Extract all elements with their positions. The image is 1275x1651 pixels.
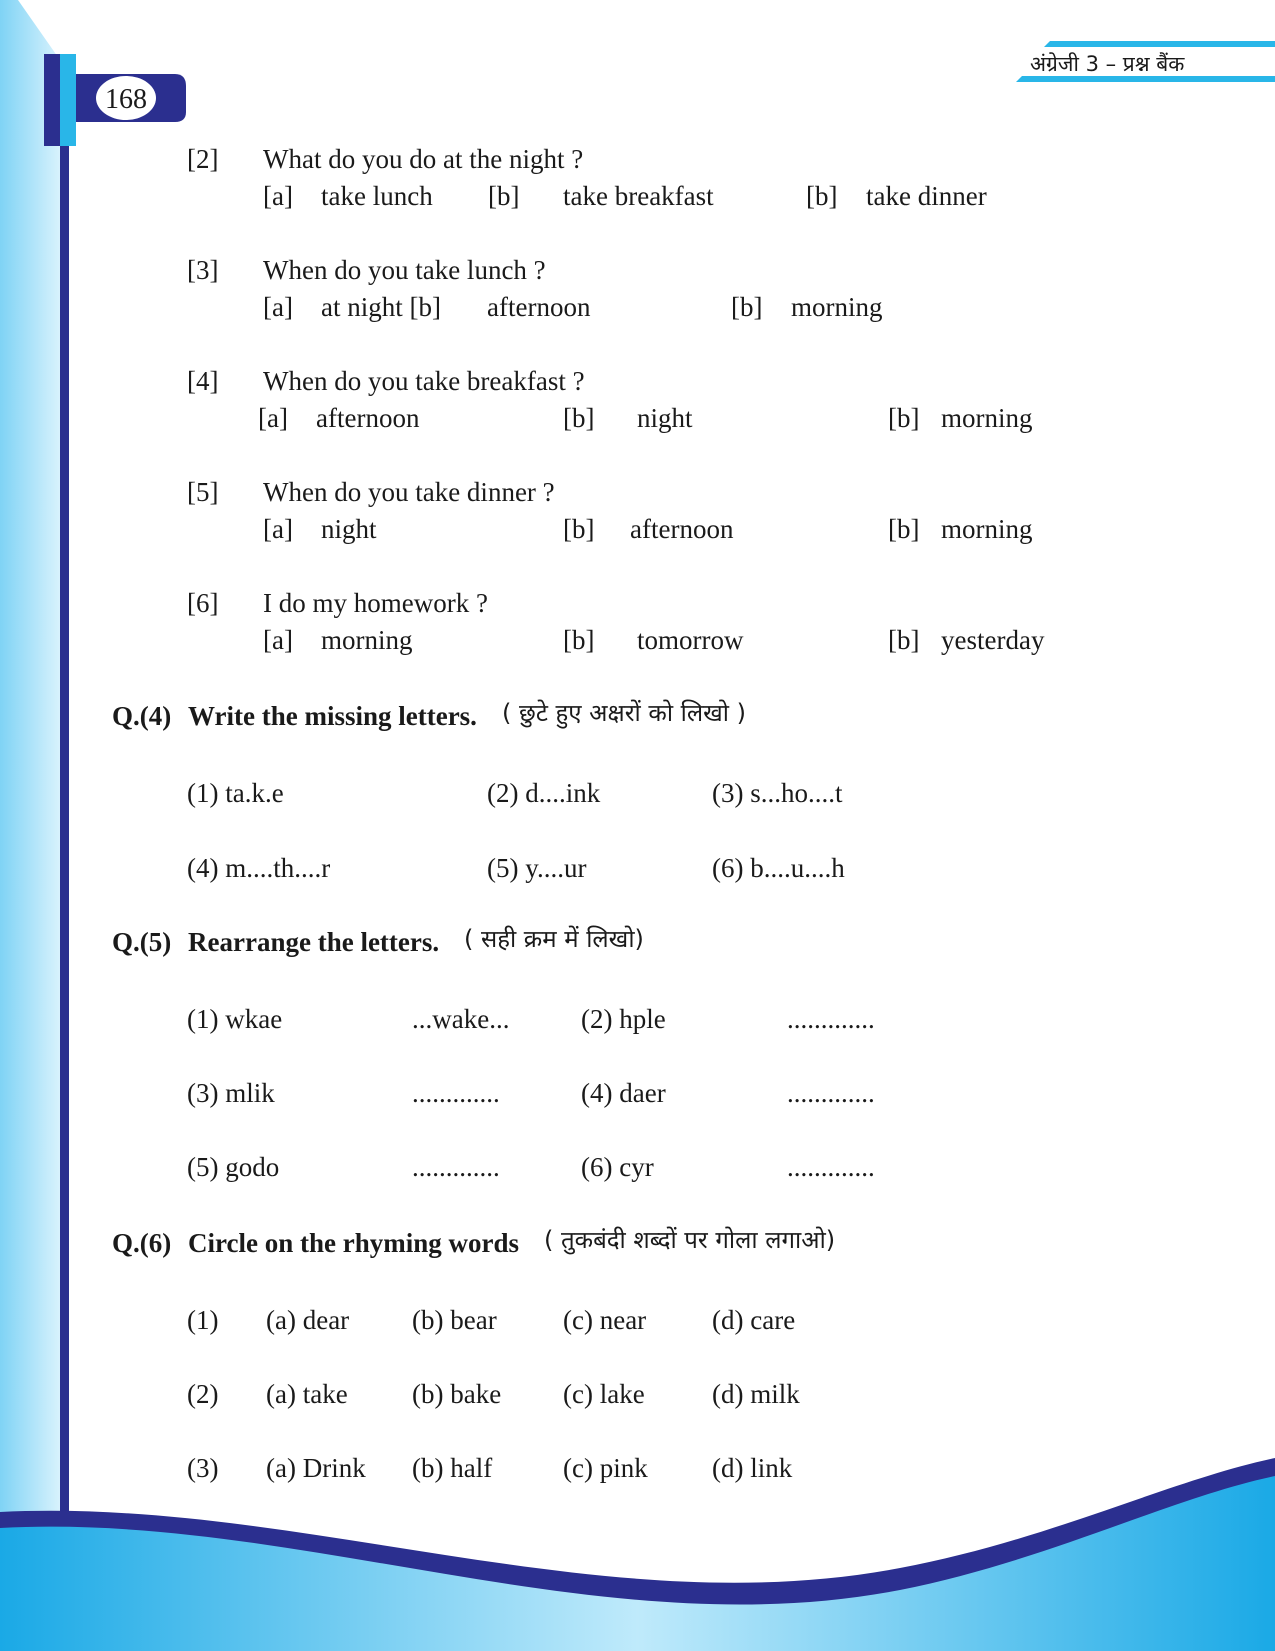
- rhyme-option: (b) bake: [412, 1379, 502, 1409]
- scrambled-word: (1) wkae: [187, 1004, 283, 1034]
- option-tag: [b]: [888, 514, 920, 544]
- option-tag: [b]: [806, 181, 838, 211]
- option-text: at night [b]: [321, 292, 441, 322]
- bottom-wave: [0, 1470, 1275, 1651]
- option-text: yesterday: [941, 625, 1045, 655]
- scrambled-word: (5) godo: [187, 1152, 280, 1182]
- option-text: morning: [321, 625, 413, 655]
- section-hindi-title: ( सही क्रम में लिखो): [464, 925, 644, 953]
- missing-letters-item: (4) m....th....r: [187, 853, 331, 883]
- scrambled-word: (3) mlik: [187, 1078, 275, 1108]
- option-text: afternoon: [487, 292, 591, 322]
- option-tag: [b]: [488, 181, 520, 211]
- option-tag: [a]: [263, 292, 293, 322]
- option-text: take dinner: [866, 181, 987, 211]
- option-text: night: [321, 514, 377, 544]
- section-title: Write the missing letters.: [188, 701, 477, 731]
- option-text: morning: [941, 514, 1033, 544]
- missing-letters-item: (6) b....u....h: [712, 853, 845, 883]
- option-tag: [b]: [888, 403, 920, 433]
- rhyme-option: (b) bear: [412, 1305, 497, 1335]
- question-number: [5]: [187, 477, 219, 507]
- scrambled-word: (4) daer: [581, 1078, 666, 1108]
- book-title: अंग्रेजी 3 – प्रश्न बैंक: [1030, 52, 1185, 76]
- page-number: 168: [105, 84, 147, 115]
- option-text: night: [637, 403, 693, 433]
- row-number: (2): [187, 1379, 219, 1409]
- left-band: [0, 0, 60, 1651]
- option-tag: [b]: [731, 292, 763, 322]
- section-title: Circle on the rhyming words: [188, 1228, 519, 1258]
- question-number: [6]: [187, 588, 219, 618]
- section-hindi-title: ( तुकबंदी शब्दों पर गोला लगाओ): [544, 1226, 836, 1254]
- rhyme-option: (d) care: [712, 1305, 796, 1335]
- answer-blank: .............: [787, 1004, 875, 1034]
- answer-blank: .............: [412, 1152, 500, 1182]
- row-number: (3): [187, 1453, 219, 1483]
- section-number: Q.(5): [112, 927, 172, 957]
- missing-letters-item: (3) s...ho....t: [712, 778, 843, 808]
- answer-blank: .............: [412, 1078, 500, 1108]
- question-number: [4]: [187, 366, 219, 396]
- rhyme-option: (d) milk: [712, 1379, 800, 1409]
- rhyme-option: (a) take: [266, 1379, 348, 1409]
- rhyme-option: (c) lake: [563, 1379, 645, 1409]
- option-tag: [a]: [263, 625, 293, 655]
- option-text: afternoon: [316, 403, 420, 433]
- rhyme-option: (c) near: [563, 1305, 647, 1335]
- answer-blank: ...wake...: [412, 1004, 510, 1034]
- missing-letters-item: (5) y....ur: [487, 853, 587, 883]
- section-title: Rearrange the letters.: [188, 927, 440, 957]
- option-tag: [a]: [263, 181, 293, 211]
- section-number: Q.(4): [112, 701, 172, 731]
- rhyme-option: (d) link: [712, 1453, 793, 1483]
- option-text: morning: [791, 292, 883, 322]
- option-text: afternoon: [630, 514, 734, 544]
- option-tag: [b]: [563, 403, 595, 433]
- missing-letters-item: (2) d....ink: [487, 778, 601, 808]
- question-text: When do you take breakfast ?: [263, 366, 585, 396]
- section-number: Q.(6): [112, 1228, 172, 1258]
- rhyme-option: (a) dear: [266, 1305, 350, 1335]
- question-text: What do you do at the night ?: [263, 144, 584, 174]
- answer-blank: .............: [787, 1152, 875, 1182]
- option-tag: [b]: [563, 514, 595, 544]
- section-hindi-title: ( छुटे हुए अक्षरों को लिखो ): [502, 699, 746, 727]
- answer-blank: .............: [787, 1078, 875, 1108]
- option-text: take lunch: [321, 181, 433, 211]
- scrambled-word: (2) hple: [581, 1004, 666, 1034]
- option-text: take breakfast: [563, 181, 714, 211]
- option-tag: [b]: [563, 625, 595, 655]
- question-number: [3]: [187, 255, 219, 285]
- rhyme-option: (c) pink: [563, 1453, 648, 1483]
- option-tag: [b]: [888, 625, 920, 655]
- question-text: When do you take lunch ?: [263, 255, 546, 285]
- option-text: morning: [941, 403, 1033, 433]
- question-number: [2]: [187, 144, 219, 174]
- question-text: I do my homework ?: [263, 588, 488, 618]
- rhyme-option: (a) Drink: [266, 1453, 366, 1483]
- option-tag: [a]: [263, 514, 293, 544]
- question-text: When do you take dinner ?: [263, 477, 555, 507]
- scrambled-word: (6) cyr: [581, 1152, 654, 1182]
- option-tag: [a]: [258, 403, 288, 433]
- rhyme-option: (b) half: [412, 1453, 493, 1483]
- missing-letters-item: (1) ta.k.e: [187, 778, 284, 808]
- left-navy-bar: [60, 120, 69, 1520]
- option-text: tomorrow: [637, 625, 744, 655]
- row-number: (1): [187, 1305, 219, 1335]
